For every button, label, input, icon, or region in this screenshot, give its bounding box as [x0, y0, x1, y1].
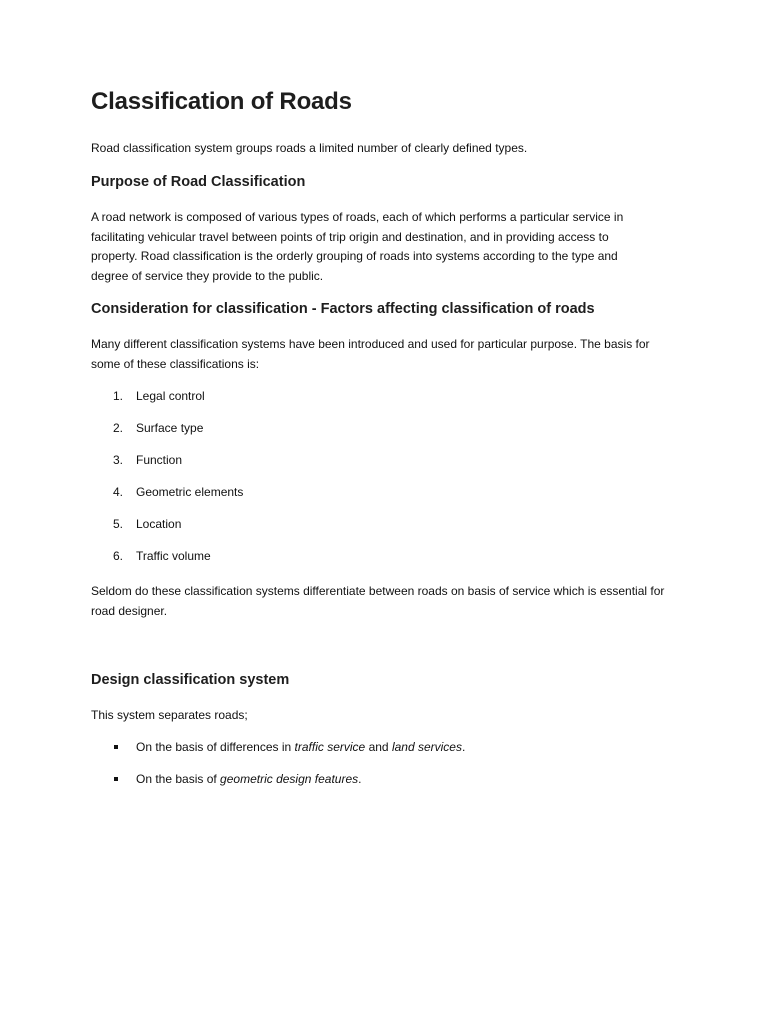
list-text: Geometric elements — [136, 485, 244, 499]
list-text: Surface type — [136, 421, 204, 435]
emphasis-geometric-design-features: geometric design features — [220, 772, 359, 786]
paragraph-line: Seldom do these classification systems differentiate between roads on basis of service which is essential for — [91, 584, 665, 598]
emphasis-traffic-service: traffic service — [294, 740, 366, 754]
section-heading-consideration: Consideration for classification - Factors affecting classification of roads — [91, 301, 595, 317]
section-heading-design: Design classification system — [91, 672, 290, 688]
bullet-text-suffix: . — [358, 772, 362, 786]
design-intro-paragraph: This system separates roads; — [91, 708, 248, 722]
bullet-text-prefix: On the basis of differences in — [136, 740, 295, 754]
list-text: Location — [136, 517, 182, 531]
list-number: 3. — [113, 453, 124, 467]
consideration-paragraph — [91, 335, 701, 374]
list-number: 6. — [113, 549, 124, 563]
list-text: Legal control — [136, 389, 205, 403]
bullet-text — [136, 770, 361, 788]
purpose-paragraph — [91, 208, 701, 286]
intro-paragraph: Road classification system groups roads a limited number of clearly defined types. — [91, 141, 528, 155]
paragraph-line: A road network is composed of various types of roads, each of which performs a particular service in — [91, 210, 624, 224]
paragraph-line: property. Road classification is the orderly grouping of roads into systems according to the type and — [91, 249, 618, 263]
bullet-icon — [114, 745, 118, 749]
closing-paragraph — [91, 582, 701, 621]
section-heading-purpose: Purpose of Road Classification — [91, 174, 306, 190]
bullet-text — [136, 738, 465, 756]
bullet-text-suffix: . — [461, 740, 466, 754]
list-number: 1. — [113, 389, 124, 403]
bullet-icon — [114, 777, 118, 781]
bullet-text-mid: and — [365, 740, 392, 754]
paragraph-line: facilitating vehicular travel between points of trip origin and destination, and in providing access to — [91, 229, 609, 244]
paragraph-line: Many different classification systems have been introduced and used for particular purpose. The basis for — [91, 337, 650, 351]
paragraph-line: road designer. — [91, 603, 168, 618]
list-number: 2. — [113, 421, 124, 435]
list-number: 5. — [113, 517, 124, 531]
list-text: Function — [136, 453, 183, 467]
bullet-text-prefix: On the basis of — [136, 772, 221, 786]
paragraph-line: some of these classifications is: — [91, 356, 260, 371]
list-text: Traffic volume — [136, 549, 211, 563]
list-number: 4. — [113, 485, 124, 499]
page-title: Classification of Roads — [91, 88, 352, 115]
paragraph-line: degree of service they provide to the public. — [91, 268, 324, 283]
emphasis-land-services: land services — [391, 740, 462, 754]
